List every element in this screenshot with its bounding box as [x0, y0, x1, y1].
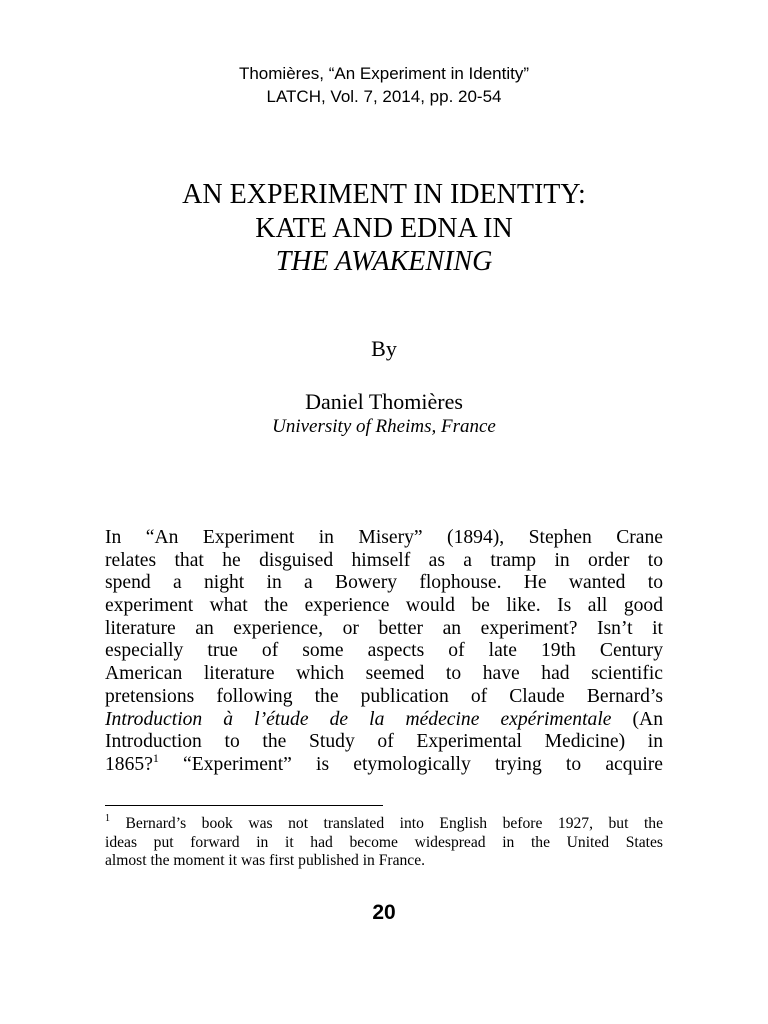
body-line: In “An Experiment in Misery” (1894), Stephen Crane: [105, 527, 663, 548]
footnote-divider: [105, 805, 383, 806]
body-paragraph: [105, 527, 663, 777]
body-line: spend a night in a Bowery flophouse. He wanted to: [105, 572, 663, 594]
running-head-citation: Thomières, “An Experiment in Identity”: [238, 64, 530, 83]
byline-by: By: [371, 336, 397, 361]
footnote-marker: 1: [105, 813, 110, 824]
body-line: Introduction to the Study of Experimental Medicine) in: [105, 731, 663, 753]
body-line: literature an experience, or better an experiment? Isn’t it: [105, 617, 663, 639]
page-number: 20: [372, 901, 396, 924]
body-line: [105, 709, 663, 732]
author-name: Daniel Thomières: [305, 389, 463, 414]
running-head-journal: LATCH, Vol. 7, 2014, pp. 20-54: [266, 87, 502, 106]
footnote: [105, 815, 663, 871]
footnote-reference[interactable]: 1: [152, 750, 159, 765]
article-title-line-3: THE AWAKENING: [275, 246, 493, 277]
body-line: [105, 750, 663, 777]
cited-book-title: Introduction à l’étude de la médecine expérimentale: [105, 708, 612, 730]
body-text-segment: 1865?: [105, 753, 153, 775]
body-line: especially true of some aspects of late 19th Century: [105, 640, 663, 662]
article-title-line-2: KATE AND EDNA IN: [255, 213, 513, 244]
body-line: experiment what the experience would be like. Is all good: [105, 595, 663, 617]
body-line: American literature which seemed to have had scientific: [105, 663, 663, 685]
body-line: pretensions following the publication of Claude Bernard’s: [105, 685, 663, 707]
body-line: relates that he disguised himself as a tramp in order to: [105, 549, 663, 571]
author-affiliation: University of Rheims, France: [272, 416, 496, 437]
footnote-line: almost the moment it was first published in France.: [105, 852, 426, 869]
footnote-line: [105, 815, 663, 834]
body-text-segment: (An: [611, 708, 663, 730]
footnote-line: ideas put forward in it had become widespread in the United States: [105, 833, 663, 851]
body-text-segment: “Experiment” is etymologically trying to acquire: [158, 753, 663, 775]
article-title-line-1: AN EXPERIMENT IN IDENTITY:: [182, 179, 586, 210]
footnote-text-segment: Bernard’s book was not translated into English before 1927, but the: [110, 815, 663, 832]
